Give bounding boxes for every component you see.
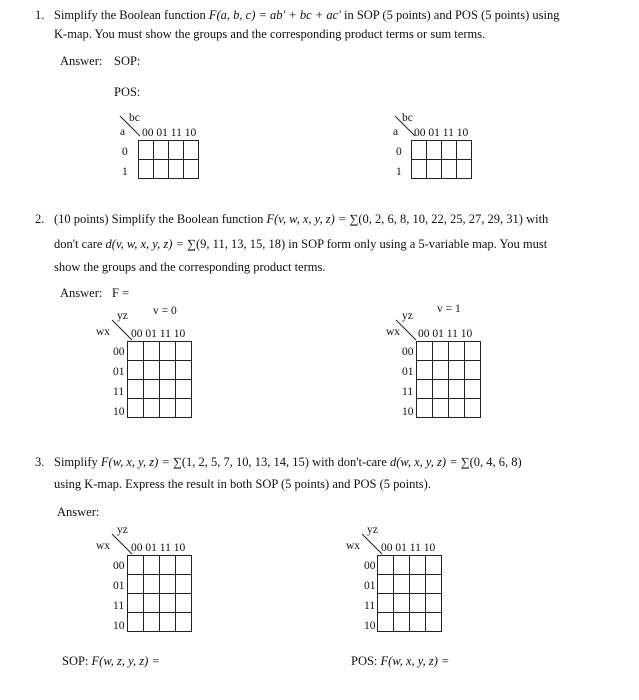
kmap-row-label: 0 xyxy=(122,146,128,158)
kmap-row-label: 11 xyxy=(113,386,125,398)
q2-minterms: ∑(0, 2, 6, 8, 10, 22, 25, 27, 29, 31) xyxy=(349,212,523,226)
q2-line1 xyxy=(54,212,548,227)
kmap-row-var: wx xyxy=(96,326,111,338)
q3-pos-answer xyxy=(351,654,449,669)
q2-dontcare-func: d(v, w, x, y, z) = xyxy=(105,237,188,251)
kmap-grid[interactable] xyxy=(127,341,192,418)
kmap-col-headers: 00 01 11 10 xyxy=(418,328,473,340)
q3-answer-label: Answer: xyxy=(57,505,100,519)
kmap-row-label: 1 xyxy=(122,166,128,178)
kmap-row-label: 00 xyxy=(113,560,125,572)
q3-number: 3. xyxy=(35,455,45,469)
kmap-row-label: 01 xyxy=(402,366,414,378)
kmap-row-var: wx xyxy=(386,326,401,338)
q3-text-dc: with don't-care xyxy=(308,455,391,469)
q1-text-c: in SOP (5 points) and POS (5 points) using xyxy=(340,8,560,22)
kmap-row-label: 10 xyxy=(364,620,376,632)
q1-pos-label: POS: xyxy=(114,85,141,99)
q3-text-a: Simplify xyxy=(54,455,101,469)
kmap-row-label: 11 xyxy=(113,600,125,612)
kmap-v-label: v = 1 xyxy=(437,303,461,315)
q3-line2: using K-map. Express the result in both SOP (5 points) and POS (5 points). xyxy=(54,477,431,491)
kmap-row-label: 10 xyxy=(113,620,125,632)
kmap-col-var: yz xyxy=(402,310,413,322)
kmap-row-label: 00 xyxy=(364,560,376,572)
q2-text-dc: don't care xyxy=(54,237,106,251)
kmap-col-var: bc xyxy=(402,112,413,124)
q1-line2: K-map. You must show the groups and the corresponding product terms or sum terms. xyxy=(54,27,486,41)
kmap-col-headers: 00 01 11 10 xyxy=(131,542,186,554)
q3-dontcare-func: d(w, x, y, z) = xyxy=(390,455,461,469)
kmap-col-headers: 00 01 11 10 xyxy=(381,542,436,554)
kmap-row-label: 01 xyxy=(113,366,125,378)
kmap-row-label: 00 xyxy=(113,346,125,358)
q1-expression: = ab' + bc + ac' xyxy=(255,8,341,22)
kmap-row-var: a xyxy=(120,126,126,138)
q3-pos-label: POS: xyxy=(351,654,381,668)
kmap-col-headers: 00 01 11 10 xyxy=(142,127,197,139)
q2-dontcares: ∑(9, 11, 13, 15, 18) xyxy=(187,237,286,251)
kmap-grid[interactable] xyxy=(127,555,192,632)
q1-answer-label: Answer: xyxy=(60,54,103,68)
kmap-row-var: a xyxy=(393,126,399,138)
q2-function: F(v, w, x, y, z) = xyxy=(266,212,350,226)
kmap-row-var: wx xyxy=(346,540,361,552)
kmap-row-label: 10 xyxy=(113,406,125,418)
kmap-col-headers: 00 01 11 10 xyxy=(414,127,469,139)
q2-number: 2. xyxy=(35,212,45,226)
q3-pos-func: F(w, x, y, z) = xyxy=(380,654,450,668)
kmap-col-var: yz xyxy=(367,524,378,536)
q2-line3: show the groups and the corresponding product terms. xyxy=(54,260,326,274)
q1-text-a: Simplify the Boolean function xyxy=(54,8,209,22)
kmap-grid[interactable] xyxy=(377,555,442,632)
q2-f-label: F = xyxy=(112,286,130,300)
q3-line1 xyxy=(54,455,522,470)
kmap-col-var: bc xyxy=(129,112,140,124)
kmap-row-label: 11 xyxy=(364,600,376,612)
q1-line1 xyxy=(54,8,560,23)
kmap-row-label: 01 xyxy=(113,580,125,592)
q2-answer-label: Answer: xyxy=(60,286,103,300)
q3-function: F(w, x, y, z) = xyxy=(100,455,173,469)
kmap-row-var: wx xyxy=(96,540,111,552)
q3-dontcares: ∑(0, 4, 6, 8) xyxy=(460,455,522,469)
q2-text-a: (10 points) Simplify the Boolean function xyxy=(54,212,267,226)
kmap-row-label: 00 xyxy=(402,346,414,358)
q1-function: F(a, b, c) xyxy=(208,8,256,22)
kmap-col-var: yz xyxy=(117,524,128,536)
q3-minterms: ∑(1, 2, 5, 7, 10, 13, 14, 15) xyxy=(172,455,309,469)
kmap-v-label: v = 0 xyxy=(153,305,177,317)
kmap-grid[interactable] xyxy=(411,140,472,179)
kmap-row-label: 10 xyxy=(402,406,414,418)
kmap-col-var: yz xyxy=(117,310,128,322)
q2-text-c: with xyxy=(522,212,549,226)
q2-text-form: in SOP form only using a 5-variable map. You must xyxy=(285,237,548,251)
kmap-row-label: 01 xyxy=(364,580,376,592)
kmap-grid[interactable] xyxy=(138,140,199,179)
q3-sop-answer xyxy=(62,654,160,669)
kmap-col-headers: 00 01 11 10 xyxy=(131,328,186,340)
q3-sop-func: F(w, z, y, z) = xyxy=(91,654,160,668)
q3-sop-label: SOP: xyxy=(62,654,92,668)
kmap-row-label: 11 xyxy=(402,386,414,398)
kmap-row-label: 1 xyxy=(396,166,402,178)
q1-number: 1. xyxy=(35,8,45,22)
kmap-row-label: 0 xyxy=(396,146,402,158)
q2-line2 xyxy=(54,237,547,252)
kmap-grid[interactable] xyxy=(416,341,481,418)
q1-sop-label: SOP: xyxy=(114,54,141,68)
